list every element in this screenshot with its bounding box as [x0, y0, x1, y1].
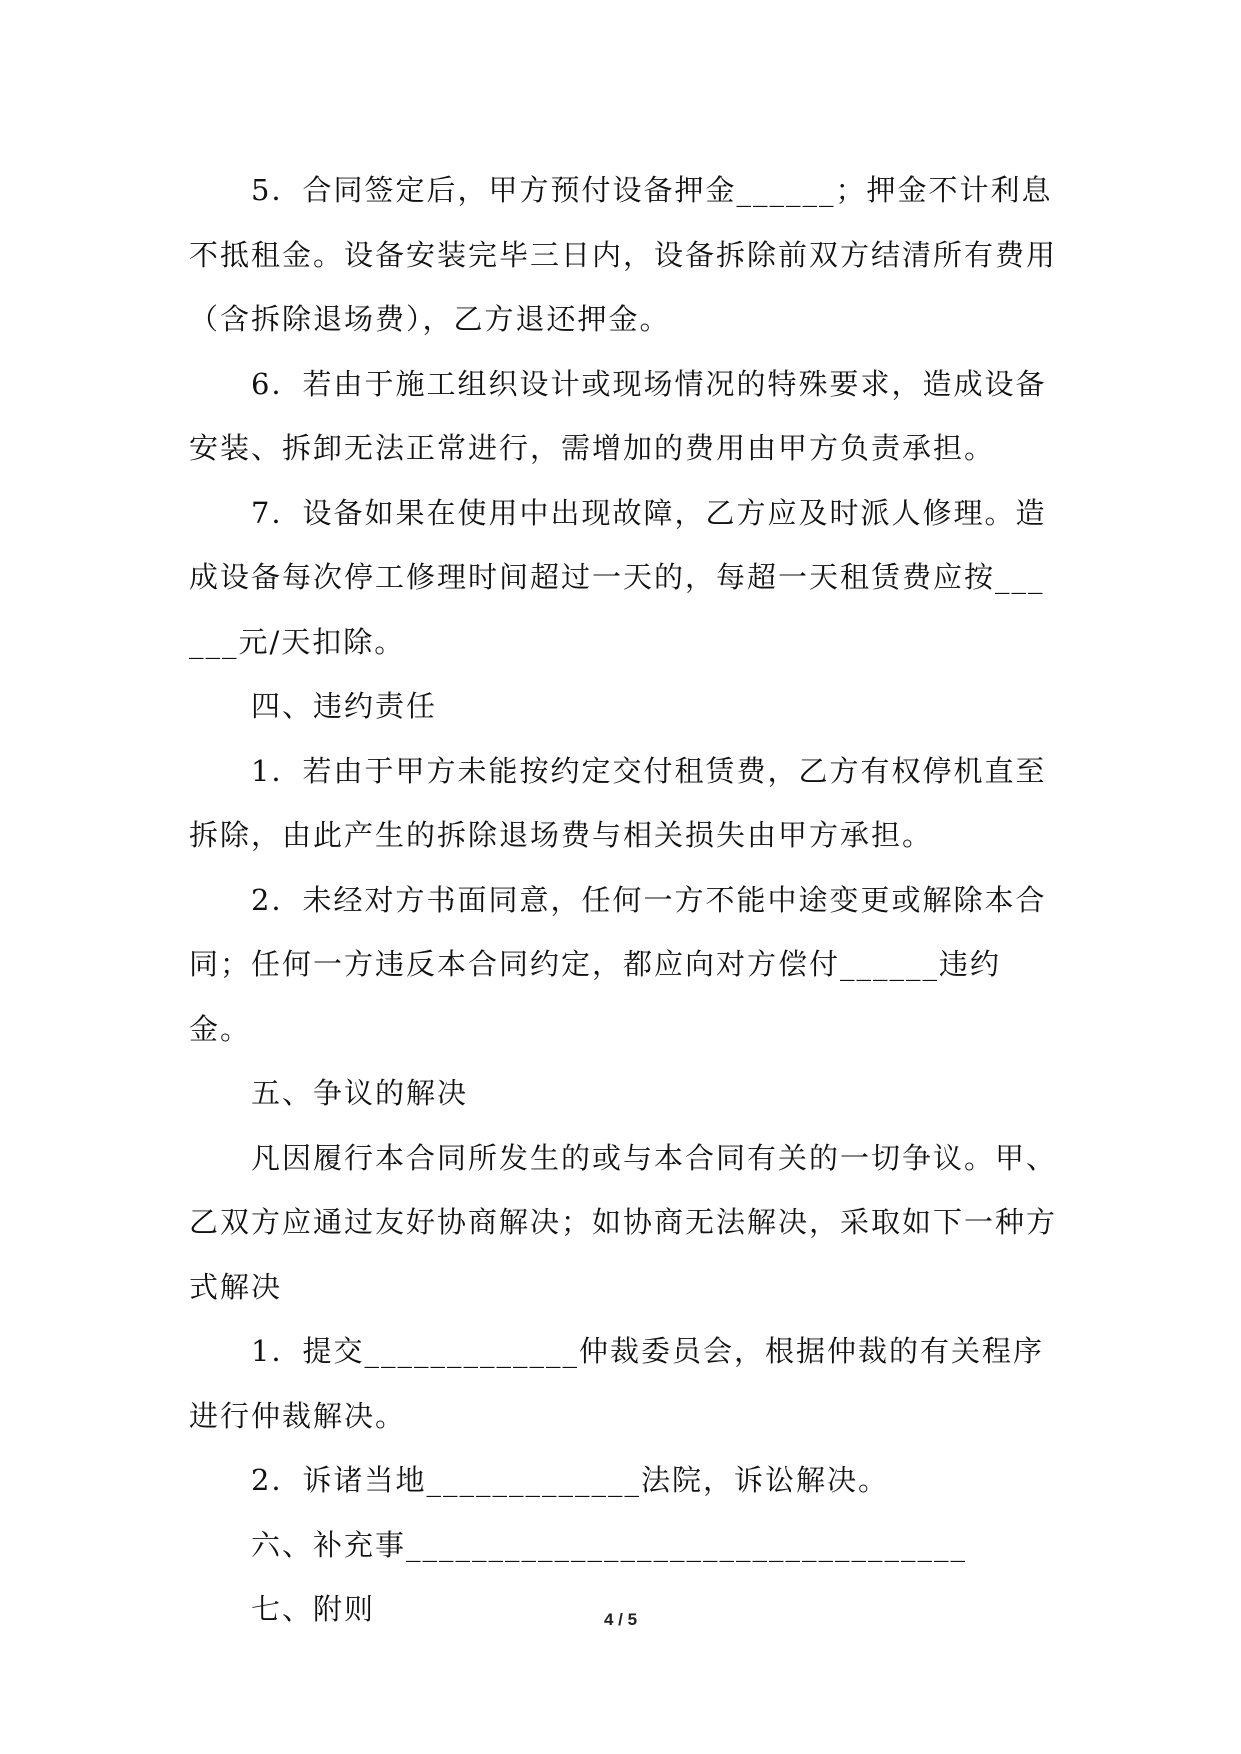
clause-deposit: 5．合同签定后，甲方预付设备押金______；押金不计利息不抵租金。设备安装完毕三日内，设备拆除前双方结清所有费用（含拆除退场费），乙方退还押金。 [189, 173, 1058, 336]
document-body [189, 158, 1059, 1642]
page-number: 4 / 5 [603, 1610, 638, 1629]
clause-dispute-resolution: 凡因履行本合同所发生的或与本合同有关的一切争议。甲、乙双方应通过友好协商解决；如协商无法解决，采取如下一种方式解决 [189, 1140, 1058, 1304]
section-heading-disputes: 五、争议的解决 [251, 1076, 469, 1110]
section-heading-liability: 四、违约责任 [251, 689, 438, 723]
clause-late-payment: 1．若由于甲方未能按约定交付租赁费，乙方有权停机直至拆除，由此产生的拆除退场费与相关损失由甲方承担。 [189, 753, 1047, 852]
clause-repair: 7．设备如果在使用中出现故障，乙方应及时派人修理。造成设备每次停工修理时间超过一天的，每超一天租赁费应按______元/天扣除。 [189, 495, 1047, 659]
section-heading-supplement: 六、补充事__________________________________ [251, 1527, 968, 1562]
clause-arbitration: 1．提交_____________仲裁委员会，根据仲裁的有关程序进行仲裁解决。 [189, 1334, 1044, 1433]
clause-litigation: 2．诉诸当地_____________法院，诉讼解决。 [251, 1463, 889, 1497]
clause-breach-penalty: 2．未经对方书面同意，任何一方不能中途变更或解除本合同；任何一方违反本合同约定，都应向对方偿付______违约金。 [189, 882, 1047, 1046]
section-heading-appendix: 七、附则 [251, 1592, 376, 1626]
clause-extra-costs: 6．若由于施工组织设计或现场情况的特殊要求，造成设备安装、拆卸无法正常进行，需增加的费用由甲方负责承担。 [189, 366, 1047, 465]
